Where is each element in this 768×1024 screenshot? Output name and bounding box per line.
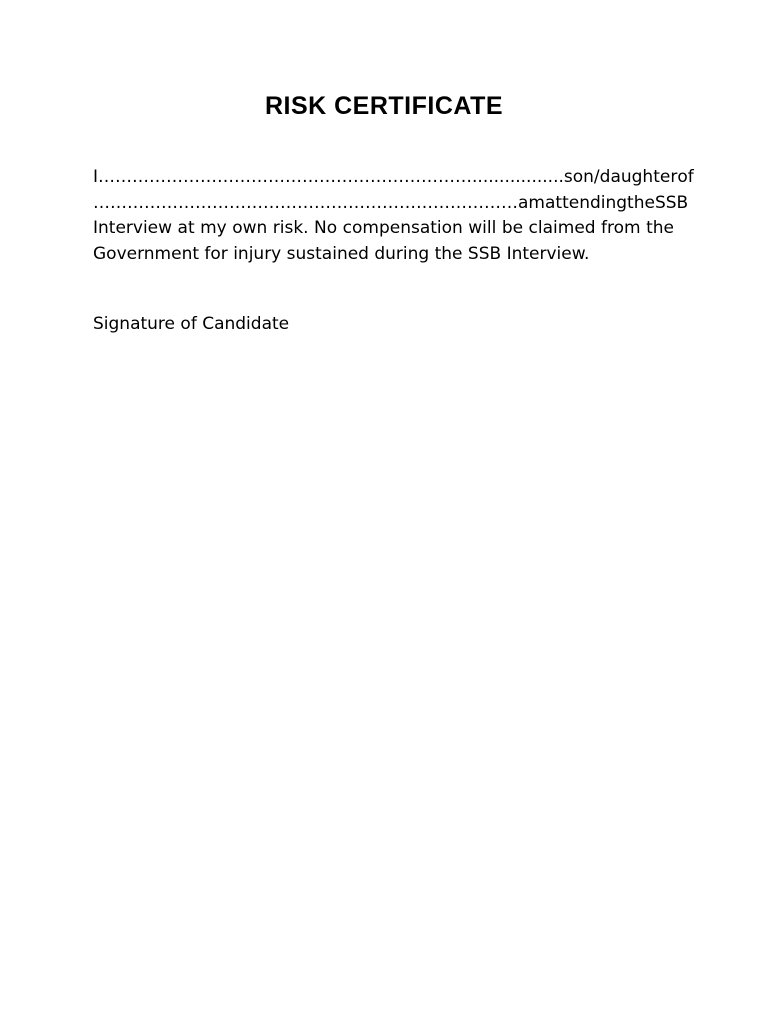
line3-word: compensation [342, 218, 463, 238]
declaration-line-1 [93, 165, 694, 191]
declaration-line-3 [93, 216, 674, 242]
declaration-paragraph [93, 165, 694, 267]
line3-word: from [601, 218, 641, 238]
word-of: of [677, 167, 694, 187]
line3-word: No [314, 218, 338, 238]
word-attending: attending [544, 192, 628, 213]
line3-word: own [232, 218, 268, 238]
line3-word: risk. [272, 218, 309, 238]
relation-word: son/daughter [563, 167, 678, 187]
line3-word: my [200, 218, 227, 238]
word-ssb: SSB [654, 192, 689, 213]
parent-name-blank: ………………………………………………………………… [93, 192, 518, 213]
candidate-name-blank: …………………………………………………………................. [98, 167, 564, 187]
line3-word: at [177, 218, 195, 238]
pronoun-word: I [93, 167, 99, 187]
line3-word: claimed [528, 218, 596, 238]
word-am: am [518, 192, 545, 213]
word-the: the [627, 192, 655, 213]
signature-label: Signature of Candidate [93, 314, 290, 334]
line3-word: be [501, 218, 524, 238]
line3-word: the [646, 218, 674, 238]
document-title: RISK CERTIFICATE [264, 92, 504, 120]
line3-word: Interview [93, 218, 173, 238]
declaration-line-2 [93, 191, 689, 217]
line3-word: will [468, 218, 497, 238]
declaration-line-4: Government for injury sustained during the SSB Interview. [93, 243, 590, 264]
